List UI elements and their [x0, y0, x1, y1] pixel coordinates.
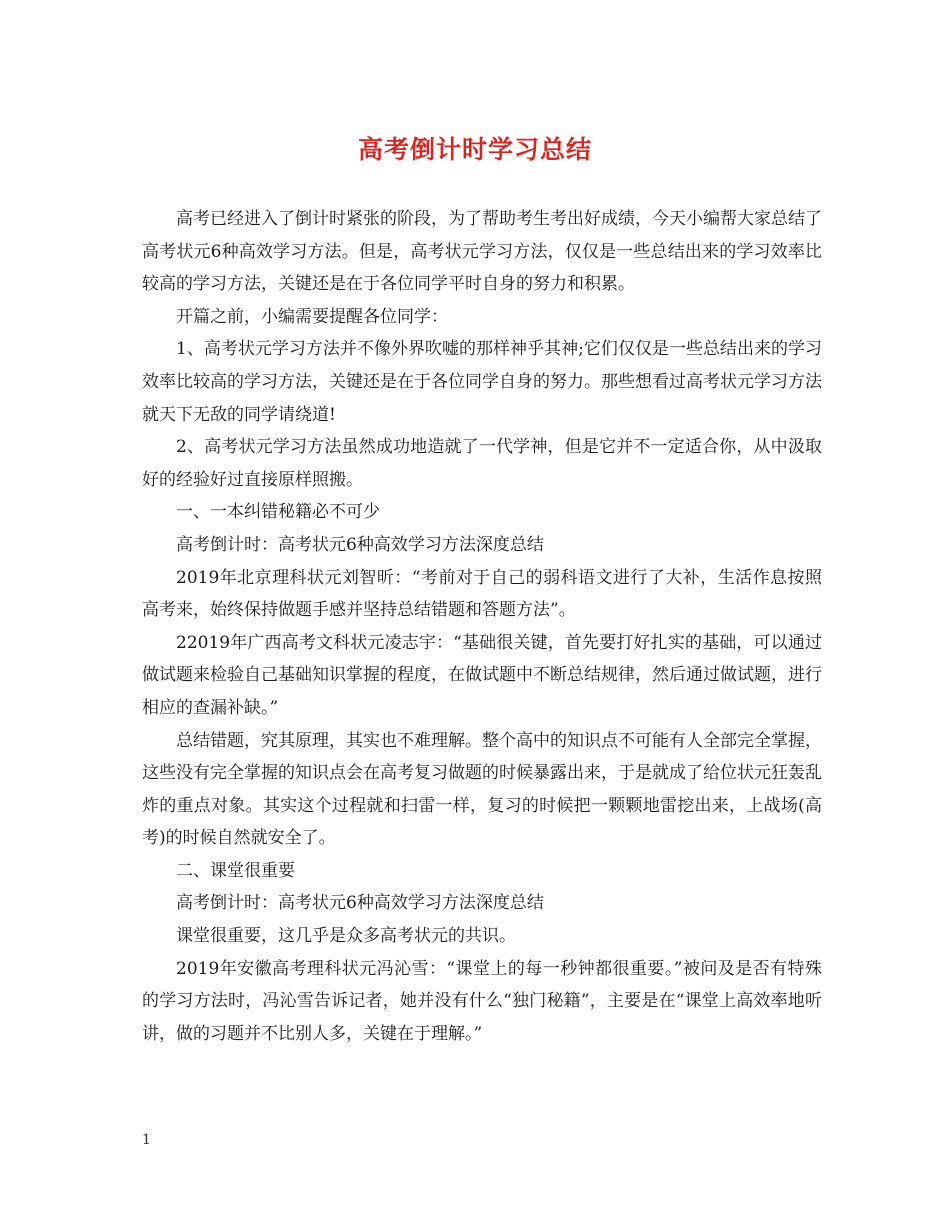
document-body [142, 203, 822, 1050]
page-number: 1 [142, 1132, 151, 1148]
paragraph: 开篇之前，小编需要提醒各位同学： [176, 306, 448, 327]
paragraph: 2、高考状元学习方法虽然成功地造就了一代学神，但是它并不一定适合你，从中汲取好的经验好过直接原样照搬。 [142, 437, 822, 490]
paragraph: 22019年广西高考文科状元凌志宇：“基础很关键，首先要打好扎实的基础，可以通过做试题来检验自己基础知识掌握的程度，在做试题中不断总结规律，然后通过做试题，进行相应的查漏补缺。” [142, 632, 822, 718]
paragraph: 高考已经进入了倒计时紧张的阶段，为了帮助考生考出好成绩，今天小编帮大家总结了高考状元6种高效学习方法。但是，高考状元学习方法，仅仅是一些总结出来的学习效率比较高的学习方法，关键还是在于各位同学平时自身的努力和积累。 [142, 209, 822, 295]
section-heading: 一、一本纠错秘籍必不可少 [176, 502, 380, 523]
paragraph: 2019年北京理科状元刘智昕：“考前对于自己的弱科语文进行了大补，生活作息按照高考来，始终保持做题手感并坚持总结错题和答题方法”。 [142, 567, 822, 621]
paragraph: 高考倒计时：高考状元6种高效学习方法深度总结 [176, 534, 544, 555]
paragraph: 总结错题，究其原理，其实也不难理解。整个高中的知识点不可能有人全部完全掌握，这些没有完全掌握的知识点会在高考复习做题的时候暴露出来，于是就成了给位状元狂轰乱炸的重点对象。其实这个过程就和扫雷一样，复习的时候把一颗颗地雷挖出来，上战场(高考)的时候自然就安全了。 [142, 730, 822, 849]
paragraph: 课堂很重要，这几乎是众多高考状元的共识。 [176, 926, 516, 947]
paragraph: 1、高考状元学习方法并不像外界吹嘘的那样神乎其神;它们仅仅是一些总结出来的学习效率比较高的学习方法，关键还是在于各位同学自身的努力。那些想看过高考状元学习方法就天下无敌的同学请绕道! [142, 339, 822, 425]
document-title: 高考倒计时学习总结 [357, 135, 592, 164]
paragraph: 2019年安徽高考理科状元冯沁雪：“课堂上的每一秒钟都很重要。”被问及是否有特殊的学习方法时，冯沁雪告诉记者，她并没有什么“独门秘籍”，主要是在“课堂上高效率地听讲，做的习题并不比别人多，关键在于理解。” [142, 958, 822, 1044]
section-heading: 二、课堂很重要 [176, 860, 295, 881]
paragraph: 高考倒计时：高考状元6种高效学习方法深度总结 [176, 893, 544, 914]
